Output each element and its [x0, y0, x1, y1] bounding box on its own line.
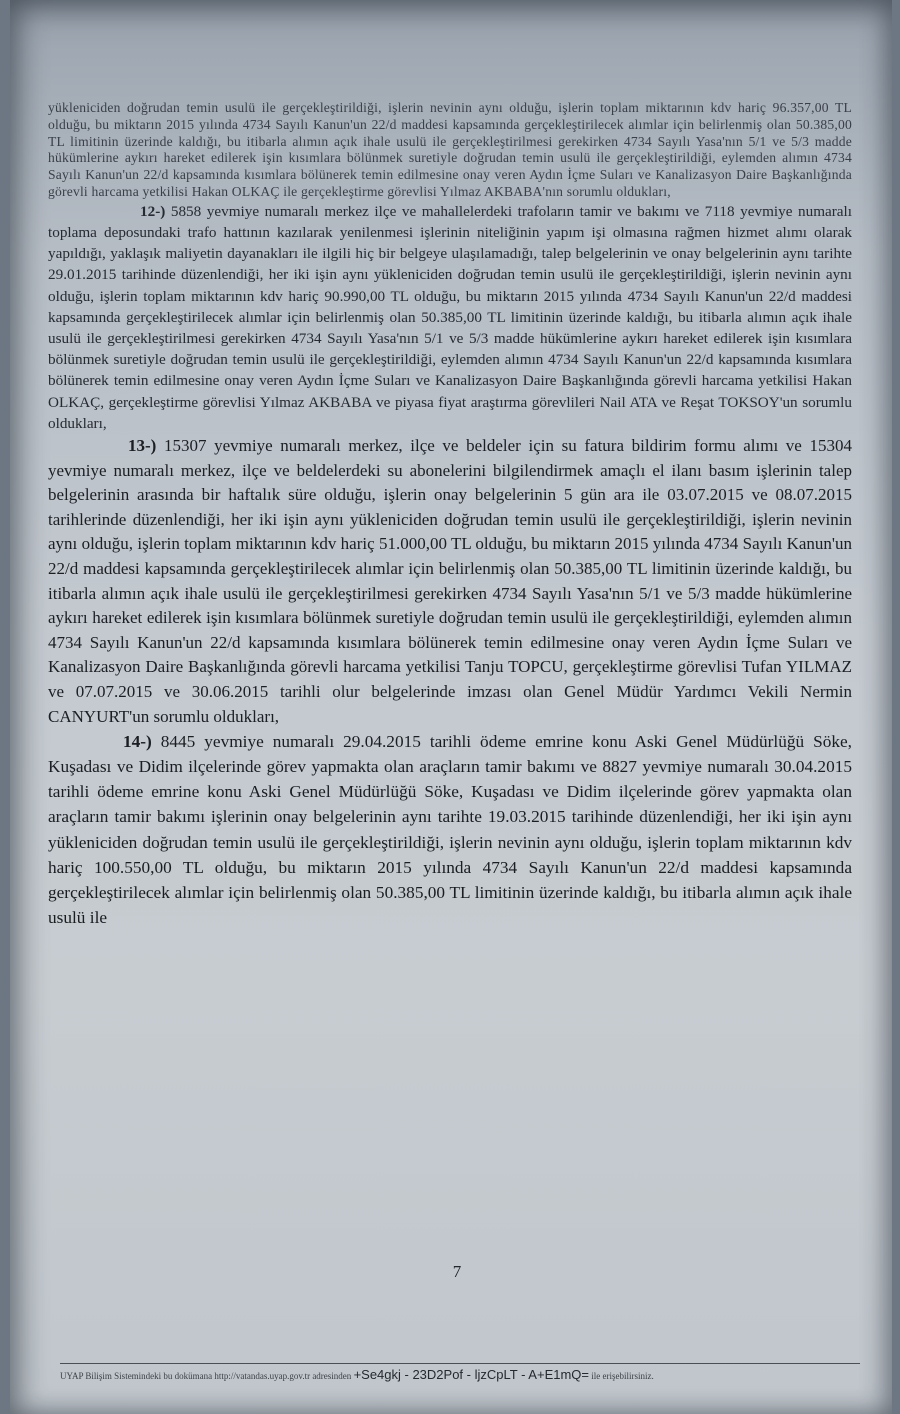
- paragraph-text: 8445 yevmiye numaralı 29.04.2015 tarihli ödeme emrine konu Aski Genel Müdürlüğü Söke, Kuşadası ve Didim ilçelerinde görev yapmakta olan araçların tamir bakımı ve 8827 yevmiye numaralı 30.04.2015 tarihli ödeme emrine konu Aski Genel Müdürlüğü Söke, Kuşadası ve Didim ilçelerinde görev yapmakta olan araçların tamir bakımı işlerinin onay belgelerinin aynı tarihte 19.03.2015 tarihinde düzenlendiği, her iki işin aynı yükleniciden doğrudan temin usulü ile gerçekleştirildiği, işlerin nevinin aynı olduğu, işlerin toplam miktarının kdv hariç 100.550,00 TL olduğu, bu miktarın 2015 yılında 4734 Sayılı Kanun'un 22/d maddesi kapsamında gerçekleştirilecek alımlar için belirlenmiş olan 50.385,00 TL limitinin üzerinde kaldığı, bu itibarla alımın açık ihale usulü ile: [48, 732, 852, 927]
- page-number: 7: [452, 1262, 462, 1281]
- paragraph-text: yükleniciden doğrudan temin usulü ile gerçekleştirildiği, işlerin nevinin aynı olduğu, işlerin toplam miktarının kdv hariç 96.357,00 TL olduğu, bu miktarın 2015 yılında 4734 Sayılı Kanun'un 22/d maddesi kapsamında gerçekleştirilecek alımlar için belirlenmiş olan 50.385,00 TL limitinin üzerinde kaldığı, bu itibarla alımın açık ihale usulü ile gerçekleştirilmesi gerekirken 4734 Sayılı Yasa'nın 5/1 ve 5/3 madde hükümlerine aykırı hareket edilerek işin kısımlara bölünmek suretiyle doğrudan temin usulü ile gerçekleştirildiği, eylemden alımın 4734 Sayılı Kanun'un 22/d kapsamında kısımlara bölünerek temin edilmesine onay veren Aydın İçme Suları ve Kanalizasyon Daire Başkanlığında görevli harcama yetkilisi Hakan OLKAÇ ile gerçekleştirme görevlisi Yılmaz AKBABA'nın sorumlu oldukları,: [48, 100, 852, 199]
- footer-prefix: UYAP Bilişim Sistemindeki bu dokümana http://vatandas.uyap.gov.tr adresinden: [60, 1371, 354, 1381]
- paragraph-12: [48, 201, 852, 434]
- footer: [60, 1366, 870, 1384]
- paragraph-number: 13-): [128, 436, 157, 456]
- footer-suffix: ile erişebilirsiniz.: [589, 1371, 654, 1381]
- document-page: [10, 0, 892, 1414]
- paragraph-number: 12-): [140, 202, 166, 220]
- footer-access-code: +Se4gkj - 23D2Pof - ljzCpLT - A+E1mQ=: [353, 1367, 589, 1382]
- document-body: [48, 100, 852, 930]
- paragraph-text: 15307 yevmiye numaralı merkez, ilçe ve beldeler için su fatura bildirim formu alımı ve 15304 yevmiye numaralı merkez, ilçe ve beldelerdeki su abonelerini bilgilendirmek amaçlı el ilanı basım işlerinin talep belgelerinin arasında bir haftalık süre olduğu, işlerin onay belgelerinin 5 gün ara ile 03.07.2015 ve 08.07.2015 tarihlerinde düzenlendiği, her iki işin aynı yükleniciden doğrudan temin usulü ile gerçekleştirildiği, işlerin nevinin aynı olduğu, işlerin toplam miktarının kdv hariç 51.000,00 TL olduğu, bu miktarın 2015 yılında 4734 Sayılı Kanun'un 22/d maddesi kapsamında gerçekleştirilecek alımlar için belirlenmiş olan 50.385,00 TL limitinin üzerinde kaldığı, bu itibarla alımın açık ihale usulü ile gerçekleştirilmesi gerekirken 4734 Sayılı Yasa'nın 5/1 ve 5/3 madde hükümlerine aykırı hareket edilerek işin kısımlara bölünmek suretiyle doğrudan temin usulü ile gerçekleştirildiği, eylemden alımın 4734 Sayılı Kanun'un 22/d kapsamında kısımlara bölünerek temin edilmesine onay veren Aydın İçme Suları ve Kanalizasyon Daire Başkanlığında görevli harcama yetkilisi Tanju TOPCU, gerçekleştirme görevlisi Tufan YILMAZ ve 07.07.2015 ve 30.06.2015 tarihli olur belgelerinde imzası olan Genel Müdür Yardımcı Vekili Nermin CANYURT'un sorumlu oldukları,: [48, 436, 852, 726]
- footer-divider: [60, 1363, 860, 1364]
- paragraph-13: [48, 434, 852, 729]
- paragraph-14: [48, 729, 852, 930]
- paragraph-11-continuation: [48, 100, 852, 201]
- paragraph-number: 14-): [123, 732, 152, 752]
- paragraph-text: 5858 yevmiye numaralı merkez ilçe ve mahallelerdeki trafoların tamir ve bakımı ve 7118 yevmiye numaralı toplama deposundaki trafo hattının kazılarak yenilenmesi işlerinin niteliğinin yapım işi olmasına rağmen hizmet alımı olarak yapıldığı, yaklaşık maliyetin dayanakları ile ilgili hiç bir belgeye ulaşılamadığı, talep belgelerinin ve onay belgelerinin aynı tarihte 29.01.2015 tarihinde düzenlendiği, her iki işin aynı yükleniciden doğrudan temin usulü ile gerçekleştirildiği, işlerin nevinin aynı olduğu, işlerin toplam miktarının kdv hariç 90.990,00 TL olduğu, bu miktarın 2015 yılında 4734 Sayılı Kanun'un 22/d maddesi kapsamında gerçekleştirilecek alımlar için belirlenmiş olan 50.385,00 TL limitinin üzerinde kaldığı, bu itibarla alımın açık ihale usulü ile gerçekleştirilmesi gerekirken 4734 Sayılı Yasa'nın 5/1 ve 5/3 madde hükümlerine aykırı hareket edilerek işin kısımlara bölünmek suretiyle doğrudan temin usulü ile gerçekleştirildiği, eylemden alımın 4734 Sayılı Kanun'un 22/d kapsamında kısımlara bölünerek temin edilmesine onay veren Aydın İçme Suları ve Kanalizasyon Daire Başkanlığında görevli harcama yetkilisi Hakan OLKAÇ, gerçekleştirme görevlisi Yılmaz AKBABA ve piyasa fiyat araştırma görevlileri Nail ATA ve Reşat TOKSOY'un sorumlu oldukları,: [48, 202, 852, 432]
